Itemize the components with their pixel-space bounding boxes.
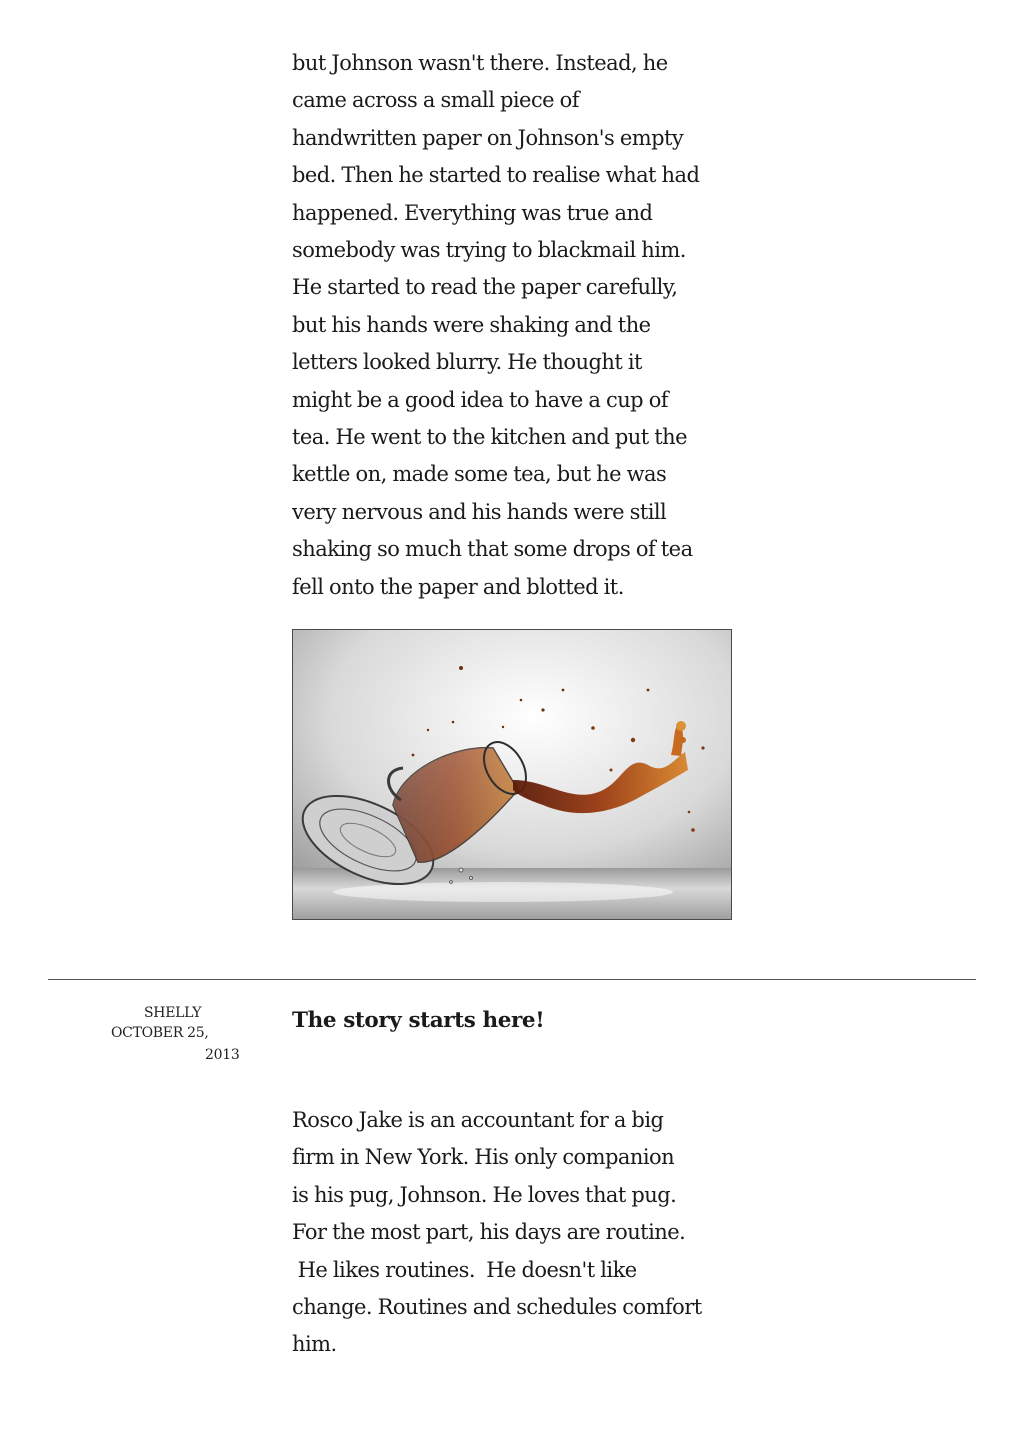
post-line: is his pug, Johnson. He loves that pug. xyxy=(292,1182,677,1207)
post-divider xyxy=(48,979,976,980)
story-line: came across a small piece of xyxy=(292,88,579,113)
post-body-text xyxy=(292,1102,742,1364)
story-line: happened. Everything was true and xyxy=(292,200,653,225)
post-line: change. Routines and schedules comfort xyxy=(292,1295,702,1320)
post-year: 2013 xyxy=(205,1047,240,1063)
post-line: For the most part, his days are routine. xyxy=(292,1220,686,1245)
post-line: him. xyxy=(292,1332,337,1357)
story-line: handwritten paper on Johnson's empty xyxy=(292,125,684,150)
story-line: but his hands were shaking and the xyxy=(292,312,651,337)
post-date: OCTOBER 25, xyxy=(111,1025,209,1041)
spilled-tea-photo xyxy=(292,629,732,920)
post-line: Rosco Jake is an accountant for a big xyxy=(292,1108,664,1132)
story-line: bed. Then he started to realise what had xyxy=(292,163,700,188)
post-author: SHELLY xyxy=(144,1005,202,1021)
post-title: The story starts here! xyxy=(292,1008,545,1033)
story-line: but Johnson wasn't there. Instead, he xyxy=(292,51,668,75)
story-line: kettle on, made some tea, but he was xyxy=(292,462,667,487)
story-line: shaking so much that some drops of tea xyxy=(292,537,693,562)
story-line: might be a good idea to have a cup of xyxy=(292,387,669,412)
story-line: somebody was trying to blackmail him. xyxy=(292,238,686,263)
story-line: fell onto the paper and blotted it. xyxy=(292,574,624,599)
post-line: He likes routines. He doesn't like xyxy=(292,1257,637,1282)
story-line: letters looked blurry. He thought it xyxy=(292,350,642,375)
post-line: firm in New York. His only companion xyxy=(292,1145,675,1170)
story-line: very nervous and his hands were still xyxy=(292,499,667,524)
story-line: He started to read the paper carefully, xyxy=(292,275,678,300)
story-line: tea. He went to the kitchen and put the xyxy=(292,425,688,450)
continued-story-text xyxy=(292,45,742,606)
